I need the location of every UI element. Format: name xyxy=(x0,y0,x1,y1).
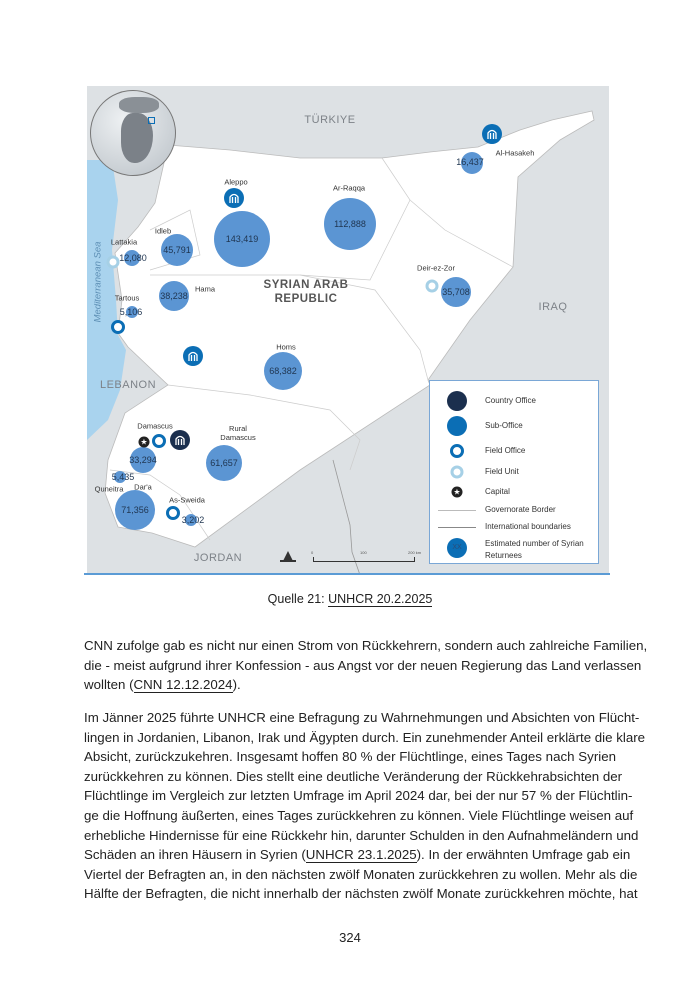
globe-inset xyxy=(90,90,176,176)
capital-star-icon: ★ xyxy=(140,437,148,447)
field-office-icon-as-sweida xyxy=(166,506,180,520)
text-segment: Viertel der Befragten an, in den nächsten zwölf Monaten zurückkehren zu wollen. Mehr als die xyxy=(84,866,638,882)
label-syria-2: REPUBLIC xyxy=(274,293,338,305)
text-segment: Im Jänner 2025 führte UNHCR eine Befragung zu Wahrnehmungen und Absichten von Flücht- xyxy=(84,710,640,725)
map-legend xyxy=(429,380,599,564)
field-unit-icon-lattakia xyxy=(107,256,120,269)
text-segment: ge die Hoffnung äußerten, eines Tages zurückkehren zu können. Viele Flüchtlinge weisen auf xyxy=(84,807,634,823)
value-idleb: 45,791 xyxy=(163,245,191,255)
text-segment: Flüchtlinge im Vergleich zur letzten Umfrage im April 2024 dar, bei der nur 57 % der Flüchtlin- xyxy=(84,788,633,804)
value-daraa: 71,356 xyxy=(121,505,149,515)
name-quneitra: Quneitra xyxy=(94,484,124,494)
returnees-legend-icon: XX xyxy=(447,538,467,558)
name-damascus: Damascus xyxy=(137,421,173,431)
value-hama: 38,238 xyxy=(160,291,188,301)
legend-returnees-1: Estimated number of Syrian xyxy=(485,539,584,548)
field-office-legend-icon xyxy=(450,444,464,458)
name-hama: Hama xyxy=(194,284,216,294)
field-office-icon-damascus xyxy=(152,434,166,448)
text-line xyxy=(84,656,642,676)
text-line xyxy=(84,786,633,806)
value-quneitra: 5,435 xyxy=(111,472,135,482)
text-line xyxy=(84,747,616,767)
field-unit-icon-deir-ez-zor xyxy=(426,280,439,293)
figure-caption xyxy=(0,592,700,606)
text-segment: CNN zufolge gab es nicht nur einen Strom von Rückkehrern, sondern auch zahlreiche Familien, xyxy=(84,638,648,653)
name-homs: Homs xyxy=(276,342,296,352)
value-lattakia: 12,080 xyxy=(119,253,147,263)
value-damascus: 33,294 xyxy=(129,455,157,465)
name-as-sweida: As-Sweida xyxy=(169,495,205,505)
source-link[interactable]: CNN 12.12.2024 xyxy=(133,677,233,693)
text-line xyxy=(84,865,638,885)
text-line xyxy=(84,826,639,846)
text-line xyxy=(84,636,648,656)
country-office-legend-icon xyxy=(447,391,467,411)
text-segment: erhebliche Hindernisse für eine Rückkehr hin, darunter Schulden in den Aufnahmeländern und xyxy=(84,827,639,843)
sub-office-icon-aleppo xyxy=(224,188,244,208)
value-homs: 68,382 xyxy=(269,366,297,376)
source-link[interactable]: UNHCR 23.1.2025 xyxy=(305,847,417,863)
text-segment: wollten ( xyxy=(84,677,134,693)
name-ar-raqqa: Ar-Raqqa xyxy=(332,183,366,193)
label-jordan: JORDAN xyxy=(193,552,243,564)
text-line xyxy=(84,767,623,787)
name-rural-damascus: Rural Damascus xyxy=(220,424,256,442)
name-tartous: Tartous xyxy=(114,293,140,303)
label-mediterranean: Mediterranean Sea xyxy=(92,241,104,323)
scale-0: 0 xyxy=(311,550,314,555)
legend-capital: Capital xyxy=(485,487,510,496)
text-segment: Absicht, zurückzukehren. Insgesamt hoffen 80 % der Flüchtlinge, eines Tages nach Syrien xyxy=(84,749,616,765)
text-line xyxy=(84,708,640,728)
figure-rule xyxy=(84,573,610,575)
country-office-icon-damascus xyxy=(170,430,190,450)
paragraph-2 xyxy=(84,708,646,904)
text-line xyxy=(84,884,638,904)
value-al-hasakeh: 16,437 xyxy=(456,157,484,167)
label-iraq: IRAQ xyxy=(538,301,568,313)
caption-source-link[interactable]: UNHCR 20.2.2025 xyxy=(328,592,433,606)
page-number: 324 xyxy=(339,930,361,945)
legend-field-unit: Field Unit xyxy=(485,467,519,476)
text-line xyxy=(84,728,646,748)
field-office-icon-tartous xyxy=(111,320,125,334)
globe-europe xyxy=(119,97,159,113)
legend-governorate-border: Governorate Border xyxy=(485,505,556,514)
sub-office-icon-homs xyxy=(183,346,203,366)
value-rural-damascus: 61,657 xyxy=(210,458,238,468)
legend-sub-office: Sub-Office xyxy=(485,421,523,430)
globe-syria-marker xyxy=(148,117,155,124)
caption-prefix: Quelle 21: xyxy=(267,592,329,606)
value-ar-raqqa: 112,888 xyxy=(334,219,366,229)
text-segment: Schäden an ihren Häusern in Syrien ( xyxy=(84,847,306,863)
text-line xyxy=(84,845,631,865)
legend-international-boundaries: International boundaries xyxy=(485,522,571,531)
label-lebanon: LEBANON xyxy=(99,379,157,391)
sub-office-legend-icon xyxy=(447,416,467,436)
field-unit-legend-icon xyxy=(451,466,464,479)
legend-country-office: Country Office xyxy=(485,396,536,405)
legend-field-office: Field Office xyxy=(485,446,526,455)
governorate-border-legend-line xyxy=(438,510,476,511)
name-lattakia: Lattakia xyxy=(110,237,138,247)
text-segment: ). xyxy=(232,677,241,693)
text-line xyxy=(84,675,616,695)
north-arrow-icon xyxy=(280,548,296,562)
text-segment: lingen in Jordanien, Libanon, Irak und Ägypten durch. Ein zunehmender Anteil erklärte die klare xyxy=(84,729,646,745)
name-daraa: Dar'a xyxy=(134,482,152,492)
text-segment: Hälfte der Befragten, die nicht innerhalb der nächsten zwölf Monate zurückkehren möchte, hat xyxy=(84,886,638,902)
text-line xyxy=(84,806,634,826)
sub-office-icon-al-hasakeh xyxy=(482,124,502,144)
value-deir-ez-zor: 35,708 xyxy=(442,287,470,297)
value-tartous: 5,106 xyxy=(119,307,143,317)
scale-bar xyxy=(313,557,415,562)
value-as-sweida: 3,202 xyxy=(181,515,205,525)
capital-legend-icon: ★ xyxy=(453,487,461,497)
name-al-hasakeh: Al-Hasakeh xyxy=(495,148,535,158)
legend-returnees-2: Returnees xyxy=(485,551,522,560)
text-segment: zurückkehren zu können. Dies stellt eine deutliche Veränderung der Rückkehrabsichten der xyxy=(84,768,623,784)
scale-100: 100 xyxy=(360,550,367,555)
name-deir-ez-zor: Deir-ez-Zor xyxy=(417,263,455,273)
scale-200: 200 km xyxy=(408,550,422,555)
label-syria-1: SYRIAN ARAB xyxy=(263,279,349,291)
label-turkiye: TÜRKIYE xyxy=(304,114,356,126)
name-aleppo: Aleppo xyxy=(224,177,248,187)
paragraph-1 xyxy=(84,636,648,695)
text-segment: die - meist aufgrund ihrer Konfession - aus Angst vor der neuen Regierung das Land verlassen xyxy=(84,657,642,673)
text-segment: ). In der erwähnten Umfrage gab ein xyxy=(416,847,631,863)
name-idleb: Idleb xyxy=(154,226,172,236)
international-boundary-legend-line xyxy=(438,527,476,528)
value-aleppo: 143,419 xyxy=(225,234,259,244)
